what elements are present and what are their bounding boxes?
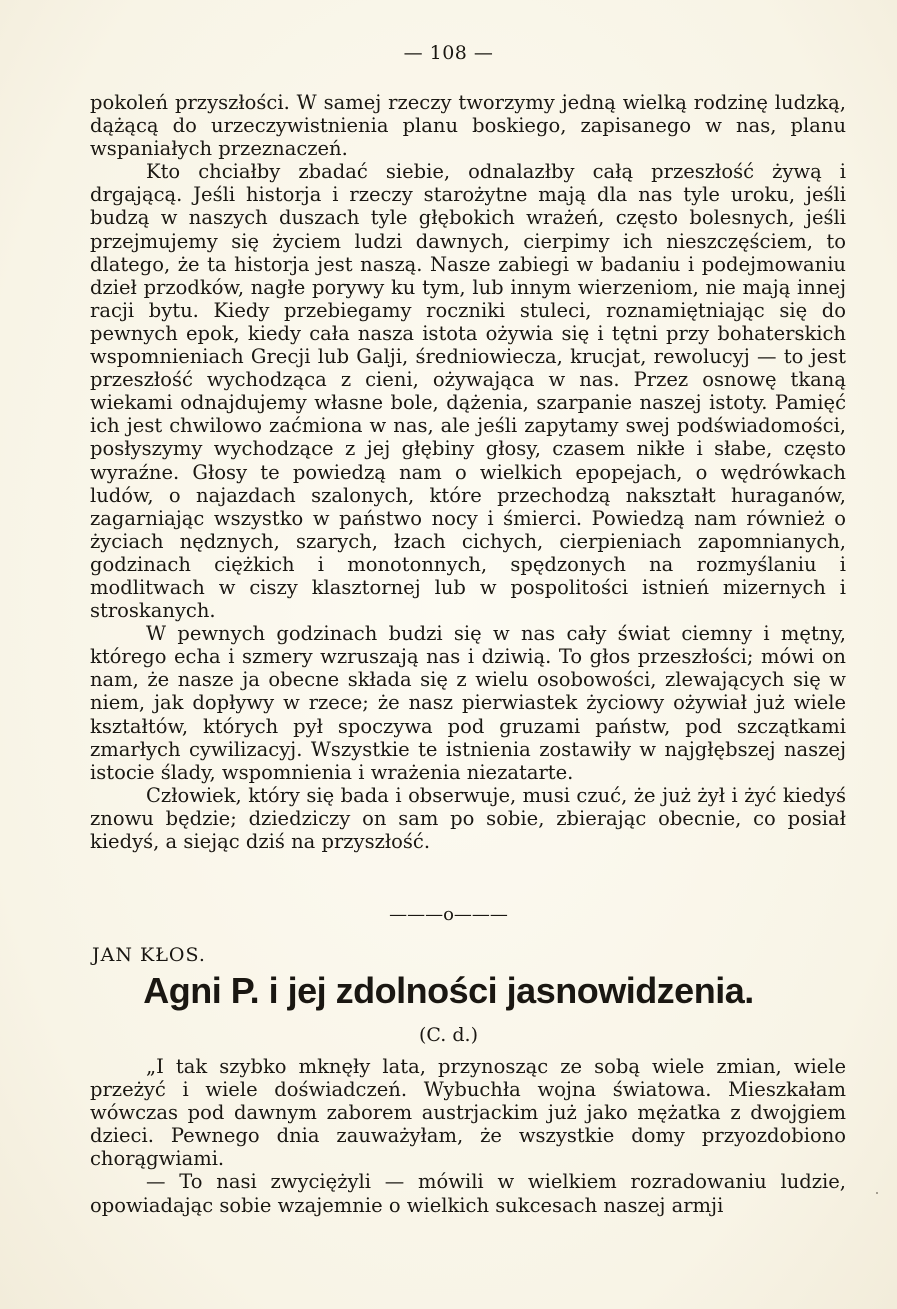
paragraph: — To nasi zwyciężyli — mówili w wielkiem rozradowaniu ludzie, opowiadając sobie wzajemnie o wielkich sukcesach naszej armji [90,1170,846,1217]
article-title: Agni P. i jej zdolności jasnowidzenia. [143,970,754,1011]
page-number: — 108 — [403,42,494,64]
paragraph: Kto chciałby zbadać siebie, odnalazłby całą przeszłość żywą i drgającą. Jeśli historja i rzeczy starożytne mają dla nas tyle uroku, jeśli budzą w naszych duszach tyle głębokich wrażeń, często bolesnych, jeśli przejmujemy się życiem ludzi dawnych, cierpimy ich nieszczęściem, to dlatego, że ta historja jest naszą. Nasze zabiegi w badaniu i podejmowaniu dzieł przodków, nagłe porywy ku tym, lub innym wierzeniom, nie mają innej racji bytu. Kiedy przebiegamy roczniki stuleci, roznamiętniając się do pewnych epok, kiedy cała nasza istota ożywia się i tętni przy bohaterskich wspomnieniach Grecji lub Galji, średniowiecza, krucjat, rewolucyj — to jest przeszłość wychodząca z cieni, ożywająca w nas. Przez osnowę tkaną wiekami odnajdujemy własne bole, dążenia, szarpanie naszej istoty. Pamięć ich jest chwilowo zaćmiona w nas, ale jeśli zapytamy swej podświadomości, posłyszymy wychodzące z jej głębiny głosy, czasem nikłe i słabe, często wyraźne. Głosy te powiedzą nam o wielkich epopejach, o wędrówkach ludów, o najazdach szalonych, które przechodzą nakształt huraganów, zagarniając wszystko w państwo nocy i śmierci. Powiedzą nam również o życiach nędznych, szarych, łzach cichych, cierpieniach zapomnianych, godzinach ciężkich i monotonnych, spędzonych na rozmyślaniu i modlitwach w ciszy klasztornej lub w pospolitości istnień mizernych i stroskanych. [90,160,846,623]
essay-text [90,91,846,853]
paragraph: pokoleń przyszłości. W samej rzeczy tworzymy jedną wielką rodzinę ludzką, dążącą do urzeczywistnienia planu boskiego, zapisanego w nas, planu wspaniałych przeznaczeń. [90,91,846,161]
paper-speck [876,1192,878,1194]
paragraph: Człowiek, który się bada i obserwuje, musi czuć, że już żył i żyć kiedyś znowu będzie; dziedziczy on sam po sobie, zbierając obecnie, co posiał kiedyś, a siejąc dziś na przyszłość. [90,783,846,853]
paragraph: W pewnych godzinach budzi się w nas cały świat ciemny i mętny, którego echa i szmery wzruszają nas i dziwią. To głos przeszłości; mówi on nam, że nasze ja obecne składa się z wielu osobowości, zlewających się w niem, jak dopływy w rzece; że nasz pierwiastek życiowy ożywiał już wiele kształtów, których pył spoczywa pod gruzami państw, pod szczątkami zmarłych cywilizacyj. Wszystkie te istnienia zostawiły w najgłębszej naszej istocie ślady, wspomnienia i wrażenia niezatarte. [90,622,846,784]
continuation-note: (C. d.) [419,1024,478,1046]
article-text [90,1055,846,1217]
paragraph: „I tak szybko mknęły lata, przynosząc ze sobą wiele zmian, wiele przeżyć i wiele doświadczeń. Wybuchła wojna światowa. Mieszkałam wówczas pod dawnym zaborem austrjackim już jako mężatka z dwojgiem dzieci. Pewnego dnia zauważyłam, że wszystkie domy przyozdobiono chorągwiami. [90,1055,846,1171]
section-separator: ———o——— [389,904,508,925]
article-author: JAN KŁOS. [92,944,206,966]
